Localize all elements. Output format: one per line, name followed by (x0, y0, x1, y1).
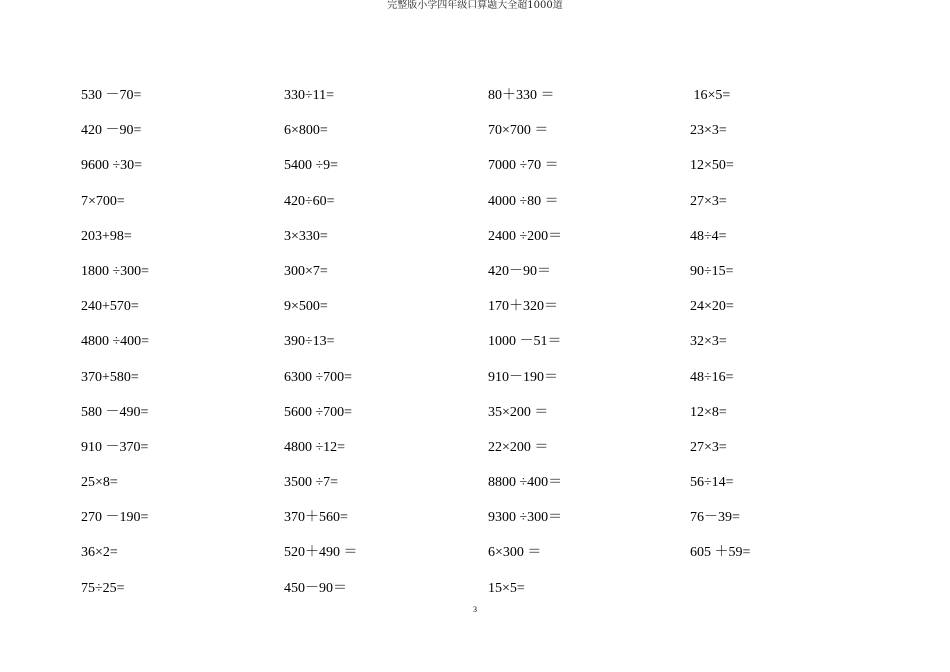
math-problem: 8800 ÷400＝ (488, 475, 563, 491)
math-problem: 270 －190= (81, 510, 149, 526)
math-problem: 5600 ÷700= (284, 404, 353, 420)
problem-column-2 (284, 86, 484, 614)
math-problem: 70×700 ＝ (488, 123, 549, 139)
math-problem: 35×200 ＝ (488, 404, 549, 420)
math-problem: 12×8= (690, 404, 727, 420)
math-problem: 520＋490 ＝ (284, 545, 358, 561)
math-problem: 80＋330 ＝ (488, 88, 555, 103)
math-problem: 56÷14= (690, 475, 734, 491)
math-problem: 605 ＋59= (690, 545, 751, 561)
math-problem: 370＋560= (284, 510, 348, 526)
math-problem: 15×5= (488, 580, 525, 596)
math-problem: 36×2= (81, 545, 118, 561)
page-number: 3 (473, 605, 477, 614)
problem-column-1 (81, 86, 281, 614)
math-problem: 4800 ÷400= (81, 334, 150, 350)
math-problem: 75÷25= (81, 580, 125, 596)
problem-column-3 (488, 86, 688, 614)
math-problem: 390÷13= (284, 334, 335, 350)
problem-column-4 (690, 86, 890, 579)
math-problem: 27×3= (690, 193, 727, 209)
math-problem: 910 －370= (81, 439, 149, 455)
math-problem: 300×7= (284, 263, 328, 279)
math-problem: 48÷16= (690, 369, 734, 385)
math-problem: 5400 ÷9= (284, 158, 339, 174)
math-problem: 170＋320＝ (488, 299, 558, 315)
math-problem: 16×5= (690, 88, 731, 103)
math-problem: 203+98= (81, 228, 132, 244)
math-problem: 9300 ÷300＝ (488, 510, 563, 526)
math-problem: 9×500= (284, 299, 328, 315)
math-problem: 76－39= (690, 510, 740, 526)
math-problem: 6×300 ＝ (488, 545, 542, 561)
math-problem: 9600 ÷30= (81, 158, 143, 174)
math-problem: 530 －70= (81, 88, 142, 103)
math-problem: 23×3= (690, 123, 727, 139)
math-problem: 240+570= (81, 299, 139, 315)
math-problem: 7×700= (81, 193, 125, 209)
math-problem: 32×3= (690, 334, 727, 350)
math-problem: 25×8= (81, 475, 118, 491)
math-problem: 370+580= (81, 369, 139, 385)
math-problem: 48÷4= (690, 228, 727, 244)
math-problem: 3×330= (284, 228, 328, 244)
math-problem: 1800 ÷300= (81, 263, 150, 279)
math-problem: 24×20= (690, 299, 734, 315)
math-problem: 12×50= (690, 158, 734, 174)
math-problem: 580 －490= (81, 404, 149, 420)
math-problem: 4000 ÷80 ＝ (488, 193, 559, 209)
math-problem: 1000 －51＝ (488, 334, 562, 350)
math-problem: 910－190＝ (488, 369, 558, 385)
math-problem: 90÷15= (690, 263, 734, 279)
math-problem: 6300 ÷700= (284, 369, 353, 385)
math-problem: 330÷11= (284, 88, 335, 103)
math-problem: 450－90＝ (284, 580, 347, 596)
math-problem: 27×3= (690, 439, 727, 455)
math-problem: 4800 ÷12= (284, 439, 346, 455)
math-problem: 420÷60= (284, 193, 335, 209)
document-header: 完整版小学四年级口算题大全超1000道 (387, 0, 563, 11)
math-problem: 22×200 ＝ (488, 439, 549, 455)
math-problem: 420 －90= (81, 123, 142, 139)
math-problem: 7000 ÷70 ＝ (488, 158, 559, 174)
math-problem: 6×800= (284, 123, 328, 139)
math-problem: 3500 ÷7= (284, 475, 339, 491)
math-problem: 2400 ÷200＝ (488, 228, 563, 244)
math-problem: 420－90＝ (488, 263, 551, 279)
